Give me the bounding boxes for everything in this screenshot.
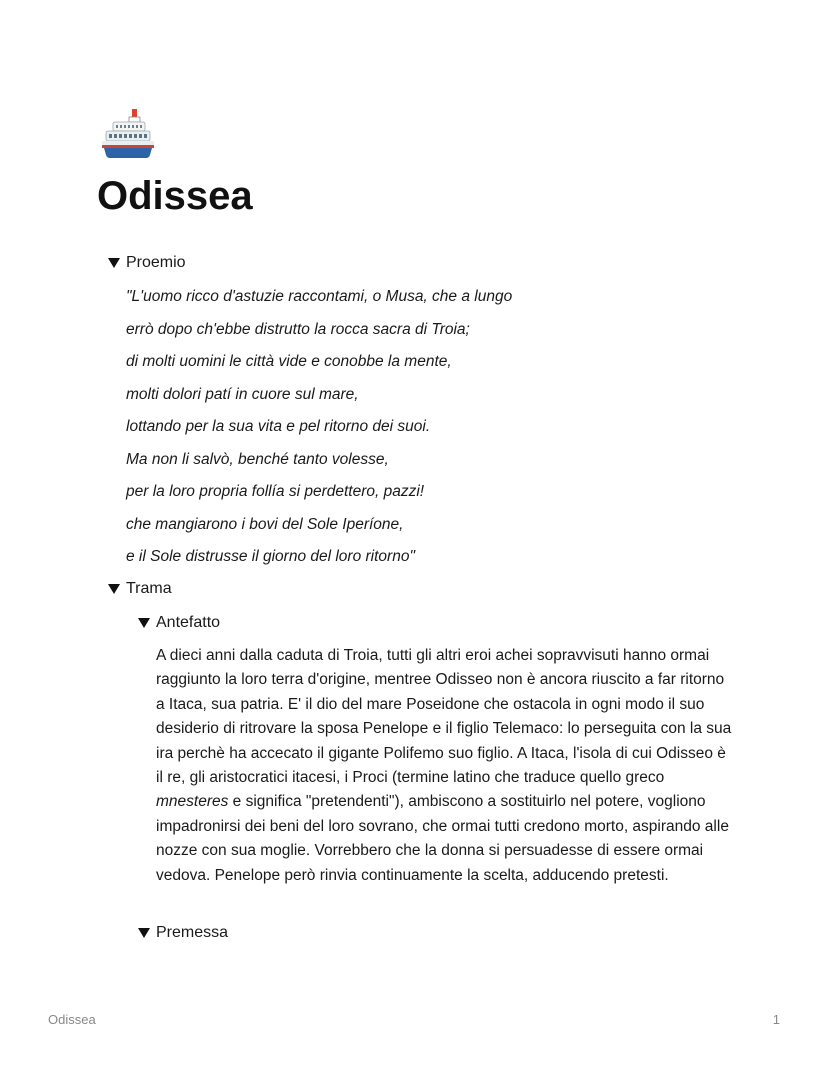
toggle-antefatto-label: Antefatto bbox=[156, 614, 221, 631]
verse-line: e il Sole distrusse il giorno del loro ritorno" bbox=[126, 548, 415, 565]
toggle-triangle-icon[interactable] bbox=[108, 584, 120, 594]
antefatto-italic-term: mnesteres bbox=[156, 793, 229, 811]
verse-line: per la loro propria follía si perdettero, pazzi! bbox=[126, 483, 425, 500]
page-title: Odissea bbox=[97, 174, 253, 218]
verse-line: che mangiarono i bovi del Sole Iperíone, bbox=[126, 515, 404, 533]
antefatto-paragraph bbox=[156, 644, 736, 888]
verse-line: molti dolori patí in cuore sul mare, bbox=[126, 385, 359, 403]
antefatto-text: A dieci anni dalla caduta di Troia, tutti gli altri eroi achei sopravvisuti hanno ormai raggiunto la loro terra d'origine, mentree Odisseo non è ancora riuscito a far ritorno a Itaca, sua patria. E' il dio del mare Poseidone che ostacola in ogni modo il suo desiderio di ritrovare la sposa Penelope e il figlio Telemaco: lo perseguita con la sua ira perchè ha accecato il gigante Polifemo suo figlio. A Itaca, l'isola di cui Odisseo è il re, gli aristocratici itacesi, i Proci (termine latino che traduce quello greco bbox=[156, 647, 732, 787]
toggle-trama-label: Trama bbox=[126, 580, 172, 597]
toggle-proemio-label: Proemio bbox=[126, 254, 186, 271]
verse-line: "L'uomo ricco d'astuzie raccontami, o Musa, che a lungo bbox=[126, 288, 513, 305]
verse-line: errò dopo ch'ebbe distrutto la rocca sacra di Troia; bbox=[126, 320, 470, 338]
verse-line: lottando per la sua vita e pel ritorno dei suoi. bbox=[126, 418, 431, 435]
verse-line: di molti uomini le città vide e conobbe la mente, bbox=[126, 353, 452, 370]
ship-icon bbox=[100, 107, 156, 163]
toggle-trama[interactable] bbox=[108, 578, 172, 600]
toggle-triangle-icon[interactable] bbox=[138, 618, 150, 628]
toggle-triangle-icon[interactable] bbox=[108, 258, 120, 268]
toggle-premessa-label: Premessa bbox=[156, 924, 229, 941]
toggle-premessa[interactable] bbox=[138, 922, 228, 944]
page-number: 1 bbox=[772, 1012, 780, 1027]
antefatto-text: e significa "pretendenti"), ambiscono a sostituirlo nel potere, vogliono impadronirsi dei beni del loro sovrano, che ormai tutti credono morto, aspirando alle nozze con sua moglie. Vorrebbero che la donna si persuadesse di essere ormai vedova. Penelope però rinvia continuamente la scelta, adducendo pretesti. bbox=[156, 793, 729, 884]
verse-line: Ma non li salvò, benché tanto volesse, bbox=[126, 450, 389, 468]
toggle-triangle-icon[interactable] bbox=[138, 928, 150, 938]
footer-title: Odissea bbox=[48, 1012, 96, 1027]
toggle-antefatto[interactable] bbox=[138, 612, 220, 634]
toggle-proemio[interactable] bbox=[108, 252, 186, 274]
